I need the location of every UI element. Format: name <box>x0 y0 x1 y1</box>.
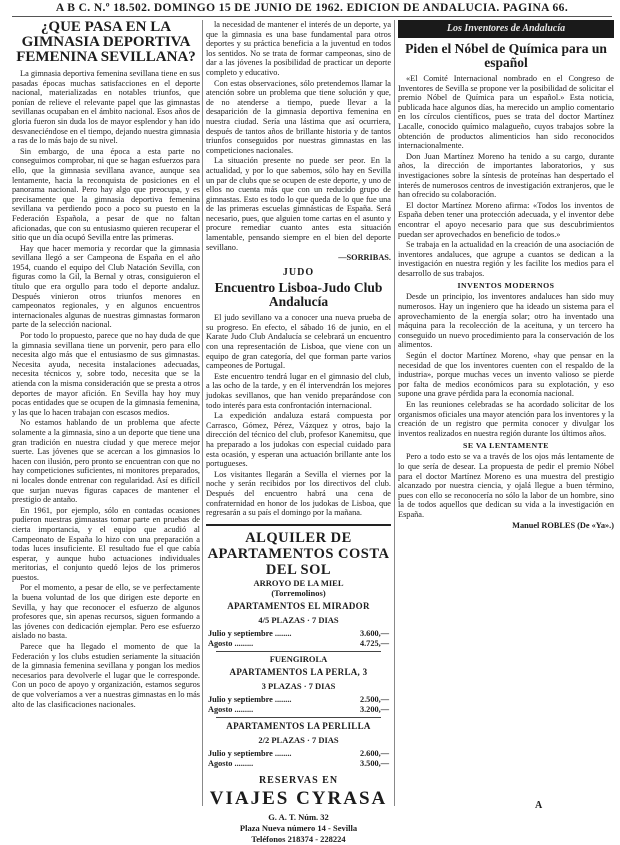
column-divider <box>202 20 203 806</box>
article-paragraph: Con estas observaciones, sólo pretendemos llamar la atención sobre un problema que tiene solución y que, de no atenderse a tiempo, puede llevar a la desaparición de la gimnasia deportiva femenina en nuestra ciudad. Sería una lástima que así ocurriera, después de tantos años de brillante historia y de tantos triunfos conseguidos por nuestras gimnastas en las competiciones nacionales. <box>206 78 391 155</box>
article-paragraph: La expedición andaluza estará compuesta por Carrasco, Gómez, Pérez, Vázquez y otros, bajo la dirección del técnico del club, profesor Kanemitsu, que ha preparado a los judokas con especial cuidado para esta ocasión, y esperan una actuación brillante ante los portugueses. <box>206 411 391 469</box>
article-paragraph: Este encuentro tendrá lugar en el gimnasio del club, a las ocho de la tarde, y en él intervendrán los mejores judokas sevillanos, que han venido preparándose con todo interés para esta confrontación internacional. <box>206 371 391 410</box>
agency-gat: G. A. T. Núm. 32 <box>268 811 329 822</box>
gimnasia-headline: ¿QUE PASA EN LA GIMNASIA DEPORTIVA FEMENINA SEVILLANA? <box>16 19 196 65</box>
agency-name: VIAJES CYRASA <box>209 787 388 809</box>
price-row: Julio y septiembre ........ 3.600,— <box>208 628 389 638</box>
ad-separator <box>216 651 381 652</box>
article-paragraph: Hay que hacer memoria y recordar que la gimnasia sevillana llegó a ser Campeona de España en el año 1954, cuando el equipo del Club Natación Sevilla, con figuras como la Gil, la Bernal y otras, consiguieron el título que era orgullo para todo el deporte andaluz. Después vinieron otros triunfos menores en campeonatos regionales, y en algunos encuentros internacionales algunas de nuestras gimnastas formaron parte de la selección nacional. <box>12 243 200 330</box>
ad-title: ALQUILER DE APARTAMENTOS COSTA DEL SOL <box>207 529 390 578</box>
column-gimnasia <box>12 20 200 809</box>
article-signature: Manuel ROBLES (De «Ya».) <box>512 520 614 530</box>
column-inventores <box>398 20 614 809</box>
article-paragraph: Se trabaja en la actualidad en la creación de una asociación de inventores andaluces, que agrupe a cuantos se dedican a la investigación en nuestra región y les facilite los medios para el desarrollo de sus trabajos. <box>398 240 614 278</box>
article-paragraph: El doctor Martínez Moreno afirma: «Todos los inventos de España deben tener una protección adecuada, y el inventor debe encontrar el apoyo necesario para que sus descubrimientos puedan ser aprovechados en beneficio de todos.» <box>398 200 614 239</box>
ad-place-note: (Torremolinos) <box>271 587 326 598</box>
article-paragraph: Desde un principio, los inventores andaluces han sido muy numerosos. Hay un ingeniero que ha ideado un sistema para el aprovechamiento de la energía solar; otro ha inventado una máquina para la recolección de la aceituna, y un tercero ha conseguido un nuevo procedimiento para la conservación de los alimentos. <box>398 292 614 350</box>
article-signature: —SORRIBAS. <box>338 253 391 263</box>
page-mark: A <box>535 800 543 811</box>
article-paragraph: Sin embargo, de una época a esta parte no conseguimos comprobar, ni que se hagan esfuerzos para ello, que la gimnasia sevillana avance, aunque sea lentamente, hacia la reconquista de posiciones en el panorama nacional. Pero hay algo que preocupa, y es precisamente que la gimnasia deportiva femenina sevillana va perdiendo poco a poco su puesto en la Federación Española, a pesar de que no faltan aficionadas, que con su entusiasmo quieren recuperar el sitio que un día ocupó Sevilla entre las primeras. <box>12 146 200 243</box>
article-paragraph: El judo sevillano va a conocer una nueva prueba de su progreso. En efecto, el sábado 16 de junio, en el Karate Judo Club Andalucía se celebrará un encuentro con una representación de Lisboa, que viene con un equipo de gran categoría, del que forman parte varios campeones de Portugal. <box>206 313 391 371</box>
ad-plazas: 2/2 PLAZAS · 7 DIAS <box>258 734 339 745</box>
nobel-headline: Piden el Nóbel de Química para un español <box>405 41 607 70</box>
article-paragraph: Don Juan Martínez Moreno ha tenido a su cargo, durante años, la dirección de importantes laboratorios, y sus investigaciones sobre la síntesis de proteínas han despertado el interés de numerosos centros de investigación extranjeros, que le han ofrecido su colaboración. <box>398 151 614 200</box>
price-row: Julio y septiembre ........ 2.500,— <box>208 694 389 704</box>
article-paragraph: En las reuniones celebradas se ha acordado solicitar de los organismos oficiales una mayor atención para los inventores y la creación de un registro que permita conocer y divulgar los inventos realizados en nuestra región durante los últimos años. <box>398 400 614 438</box>
article-paragraph: Según el doctor Martínez Moreno, «hay que pensar en la necesidad de que los inventores cuenten con el respaldo de la industria», porque muchas veces un invento valioso se pierde por falta de medios económicos para su explotación, y eso supone una grave pérdida para la economía nacional. <box>398 351 614 399</box>
article-paragraph: Por el momento, a pesar de ello, se ve perfectamente la buena voluntad de los que dirigen este deporte en Sevilla, y hay que reconocer el esfuerzo de algunos profesores que, sin apenas recursos, siguen formando a las jóvenes con dedicación ejemplar. Pero ese esfuerzo aislado no basta. <box>12 583 200 641</box>
ad-building: APARTAMENTOS LA PERLA, 3 <box>229 666 368 677</box>
ad-place: FUENGIROLA <box>269 653 328 664</box>
ad-building: APARTAMENTOS EL MIRADOR <box>227 600 370 611</box>
article-paragraph: la necesidad de mantener el interés de un deporte, ya que la gimnasia es una base fundamental para otros deportes y su práctica beneficia a la juventud en todos los sentidos. No se trata de formar campeonas, sino de dar a las jóvenes la posibilidad de practicar un deporte completo y educativo. <box>206 20 391 77</box>
agency-phones: Teléfonos 218374 - 228224 <box>251 833 346 844</box>
ad-place: ARROYO DE LA MIEL <box>253 577 344 588</box>
article-paragraph: Pero a todo esto se va a través de los ojos más lentamente de lo que sería de desear. La propuesta de pedir el premio Nóbel para el doctor Martínez Moreno es una muestra del prestigio alcanzado por nuestra ciencia, y ojalá llegue a buen término, pues con ello se reconocería no sólo la labor de un hombre, sino la de todos aquellos que dedican su vida a la investigación en España. <box>398 452 614 519</box>
judo-headline: Encuentro Lisboa-Judo Club Andalucía <box>214 280 383 310</box>
ad-plazas: 4/5 PLAZAS · 7 DIAS <box>258 614 339 625</box>
price-row: Agosto ......... 3.200,— <box>208 704 389 714</box>
ad-building: APARTAMENTOS LA PERLILLA <box>226 720 371 731</box>
subheading: INVENTOS MODERNOS <box>457 281 555 291</box>
apartments-ad <box>206 524 391 845</box>
article-paragraph: Parece que ha llegado el momento de que la Federación y los clubs estudien seriamente la situación de la gimnasia femenina sevillana y pongan los medios necesarios para devolverle el lugar que le corresponde. Con un poco de apoyo y organización, estamos seguros de que volveríamos a ver a nuestras gimnastas en lo más alto de las clasificaciones nacionales. <box>12 642 200 709</box>
column-middle <box>206 20 391 844</box>
article-paragraph: La gimnasia deportiva femenina sevillana tiene en sus pasadas épocas muchas satisfacciones en el deporte nacional, materializadas en notables triunfos, que ponían de relieve el relevante papel que las gimnastas sevillanas ocupaban en el ámbito nacional. Esos años de gloria fueron sin duda los de mayor esplendor y han ido desvaneciéndose en el tiempo, dejando nuestra gimnasia a ras de lo más bajo de su nivel. <box>12 69 200 146</box>
article-paragraph: No estamos hablando de un problema que afecte solamente a la gimnasia, sino a un deporte que tiene una gran tradición en nuestra ciudad y que merece mejor suerte. Las jóvenes que se acercan a los gimnasios lo hacen con ilusión, pero pronto se encuentran con que no hay competiciones suficientes, ni monitores preparados, ni locales donde entrenar con regularidad. Así es difícil que surjan nuevas figuras capaces de mantener el prestigio de antaño. <box>12 418 200 505</box>
page-header: A B C. N.º 18.502. DOMINGO 15 DE JUNIO DE 1962. EDICION DE ANDALUCIA. PAGINA 66. <box>12 2 612 17</box>
ad-plazas: 3 PLAZAS · 7 DIAS <box>261 680 336 691</box>
article-paragraph: «El Comité Internacional nombrado en el Congreso de Inventores de Sevilla se propone ver la posibilidad de solicitar el premio Nóbel de Química para un español.» Esta noticia, publicada hace algunos días, ha merecido un amplio comentario en los círculos científicos, pues se trata del doctor Martínez Lacalle, conocido químico malagueño, cuyos trabajos sobre la obtención de productos alimenticios han sido reconocidos internacionalmente. <box>398 74 614 151</box>
ad-separator <box>216 717 381 718</box>
subheading: SE VA LENTAMENTE <box>463 441 549 451</box>
article-paragraph: La situación presente no puede ser peor. En la actualidad, y por lo que sabemos, sólo hay en Sevilla un par de clubs que se ocupen de este deporte, y uno de ellos no cuenta más que con un reducido grupo de gimnastas. Esto es todo lo que queda de lo que fue una de las primeras escuelas gimnásticas de España. Será necesario, pues, que alguien tome cartas en el asunto y procure remediar cuanto antes esta situación lamentable, pensando siempre en el bien del deporte sevillano. <box>206 156 391 252</box>
price-row: Agosto ......... 3.500,— <box>208 758 389 768</box>
sport-label: JUDO <box>282 267 315 279</box>
price-row: Julio y septiembre ........ 2.600,— <box>208 748 389 758</box>
price-row: Agosto ......... 4.725,— <box>208 638 389 648</box>
reservas-label: RESERVAS EN <box>258 774 339 786</box>
column-divider <box>394 20 395 806</box>
article-paragraph: En 1961, por ejemplo, sólo en contadas ocasiones pudieron nuestras gimnastas tomar parte en pruebas de cierta importancia, y el equipo que acudió al Campeonato de España lo hizo con una preparación a todas luces insuficiente. El resultado fue el que cabía esperar, y aunque hubo actuaciones individuales meritorias, el conjunto quedó lejos de los primeros puestos. <box>12 505 200 582</box>
agency-address: Plaza Nueva número 14 - Sevilla <box>239 822 358 833</box>
article-paragraph: Los visitantes llegarán a Sevilla el viernes por la noche y serán recibidos por los directivos del club. Después del encuentro habrá una cena de confraternidad en honor de los judokas de Lisboa, que regresarán a su país el domingo por la mañana. <box>206 469 391 518</box>
section-banner: Los Inventores de Andalucía <box>398 20 614 38</box>
article-paragraph: Por todo lo propuesto, parece que no hay duda de que la gimnasia sevillana tiene un porvenir, pero para ello necesita algo más que el entusiasmo de sus gimnastas. Necesita ayuda, necesita instalaciones adecuadas, necesita técnicos y, sobre todo, necesita que se la atienda con la misma consideración que se presta a otros deportes de mayor afición. En Sevilla hay hoy muy pocas entidades que se ocupen de la gimnasia femenina, y las que lo hacen trabajan con escasos medios. <box>12 331 200 417</box>
